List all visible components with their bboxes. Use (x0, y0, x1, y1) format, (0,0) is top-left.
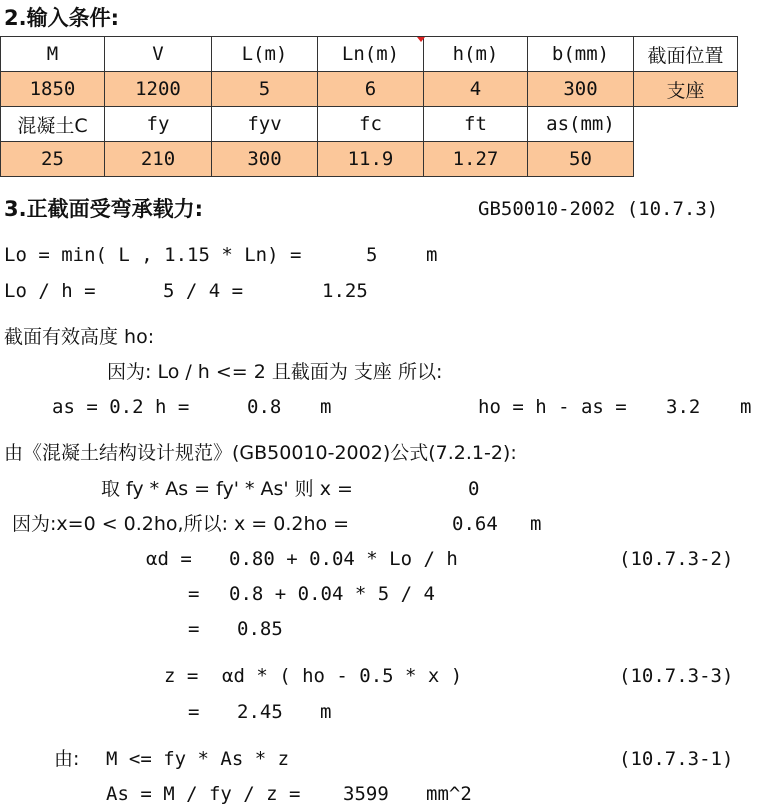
value-cell-section-position: 支座 (634, 72, 738, 107)
because-line: 因为: Lo / h <= 2 且截面为 支座 所以: (107, 361, 443, 383)
header-cell-section-position: 截面位置 (634, 37, 738, 72)
value-cell-as: 50 (528, 142, 634, 177)
value-cell-fyv: 300 (212, 142, 318, 177)
header-cell-v: V (105, 37, 212, 72)
z-lhs: z = (164, 665, 199, 687)
header-cell-concrete: 混凝土C (1, 107, 105, 142)
value-cell-ln: 6 (318, 72, 424, 107)
empty-cell (634, 107, 738, 142)
z-formula: αd * ( ho - 0.5 * x ) (222, 665, 463, 687)
as-calc-formula: As = M / fy / z = (106, 783, 301, 805)
header-cell-b: b(mm) (528, 37, 634, 72)
loh-value: 1.25 (322, 280, 368, 302)
ho-value: 3.2 (666, 396, 701, 418)
as-formula: as = 0.2 h = (52, 396, 190, 418)
z-value: 2.45 (237, 701, 283, 723)
code-reference: GB50010-2002 (10.7.3) (478, 198, 719, 220)
as-unit: m (320, 396, 332, 418)
moment-formula: M <= fy * As * z (106, 748, 290, 770)
value-cell-ft: 1.27 (424, 142, 528, 177)
loh-formula: Lo / h = (4, 280, 96, 302)
lo-value: 5 (366, 244, 378, 266)
value-cell-b: 300 (528, 72, 634, 107)
ad-value: 0.85 (237, 618, 283, 640)
header-cell-ln: Ln(m) (318, 37, 424, 72)
ad-substitution: 0.8 + 0.04 * 5 / 4 (229, 583, 435, 605)
take-value: 0 (468, 478, 480, 500)
ad-lhs: αd = (146, 548, 192, 570)
as-calc-unit: mm^2 (426, 783, 472, 805)
z-equals: = (188, 701, 200, 723)
spec-reference: 由《混凝土结构设计规范》(GB50010-2002)公式(7.2.1-2): (4, 442, 517, 464)
value-cell-l: 5 (212, 72, 318, 107)
table-row (1, 142, 738, 177)
z-reference: (10.7.3-3) (619, 665, 734, 687)
section-2-title: 2.输入条件: (4, 6, 119, 30)
moment-reference: (10.7.3-1) (619, 748, 734, 770)
lo-formula: Lo = min( L , 1.15 * Ln) = (4, 244, 302, 266)
ad-equals: = (188, 583, 200, 605)
ad-formula: 0.80 + 0.04 * Lo / h (229, 548, 458, 570)
z-unit: m (320, 701, 332, 723)
take-line: 取 fy * As = fy' * As' 则 x = (101, 478, 353, 500)
section-3-title: 3.正截面受弯承载力: (4, 197, 203, 221)
because-x-line: 因为:x=0 < 0.2ho,所以: x = 0.2ho = (12, 513, 350, 535)
ad-equals-2: = (188, 618, 200, 640)
as-calc-value: 3599 (343, 783, 389, 805)
ho-unit: m (740, 396, 752, 418)
value-cell-concrete: 25 (1, 142, 105, 177)
as-value: 0.8 (247, 396, 282, 418)
from-label: 由: (54, 748, 80, 770)
value-cell-fy: 210 (105, 142, 212, 177)
header-cell-h: h(m) (424, 37, 528, 72)
table-row (1, 37, 738, 72)
input-conditions-table (0, 36, 738, 177)
value-cell-fc: 11.9 (318, 142, 424, 177)
comment-marker-icon (417, 37, 425, 42)
header-cell-fyv: fyv (212, 107, 318, 142)
table-row (1, 72, 738, 107)
x-unit: m (530, 513, 542, 535)
header-cell-as: as(mm) (528, 107, 634, 142)
value-cell-m: 1850 (1, 72, 105, 107)
header-cell-fc: fc (318, 107, 424, 142)
table-row (1, 107, 738, 142)
header-cell-ft: ft (424, 107, 528, 142)
header-cell-m: M (1, 37, 105, 72)
value-cell-v: 1200 (105, 72, 212, 107)
value-cell-h: 4 (424, 72, 528, 107)
lo-unit: m (426, 244, 438, 266)
ho-formula: ho = h - as = (478, 396, 627, 418)
loh-expression: 5 / 4 = (163, 280, 244, 302)
empty-cell (634, 142, 738, 177)
header-cell-fy: fy (105, 107, 212, 142)
header-cell-l: L(m) (212, 37, 318, 72)
x-value: 0.64 (452, 513, 498, 535)
ad-reference: (10.7.3-2) (619, 548, 734, 570)
ho-title: 截面有效高度 ho: (4, 326, 155, 348)
